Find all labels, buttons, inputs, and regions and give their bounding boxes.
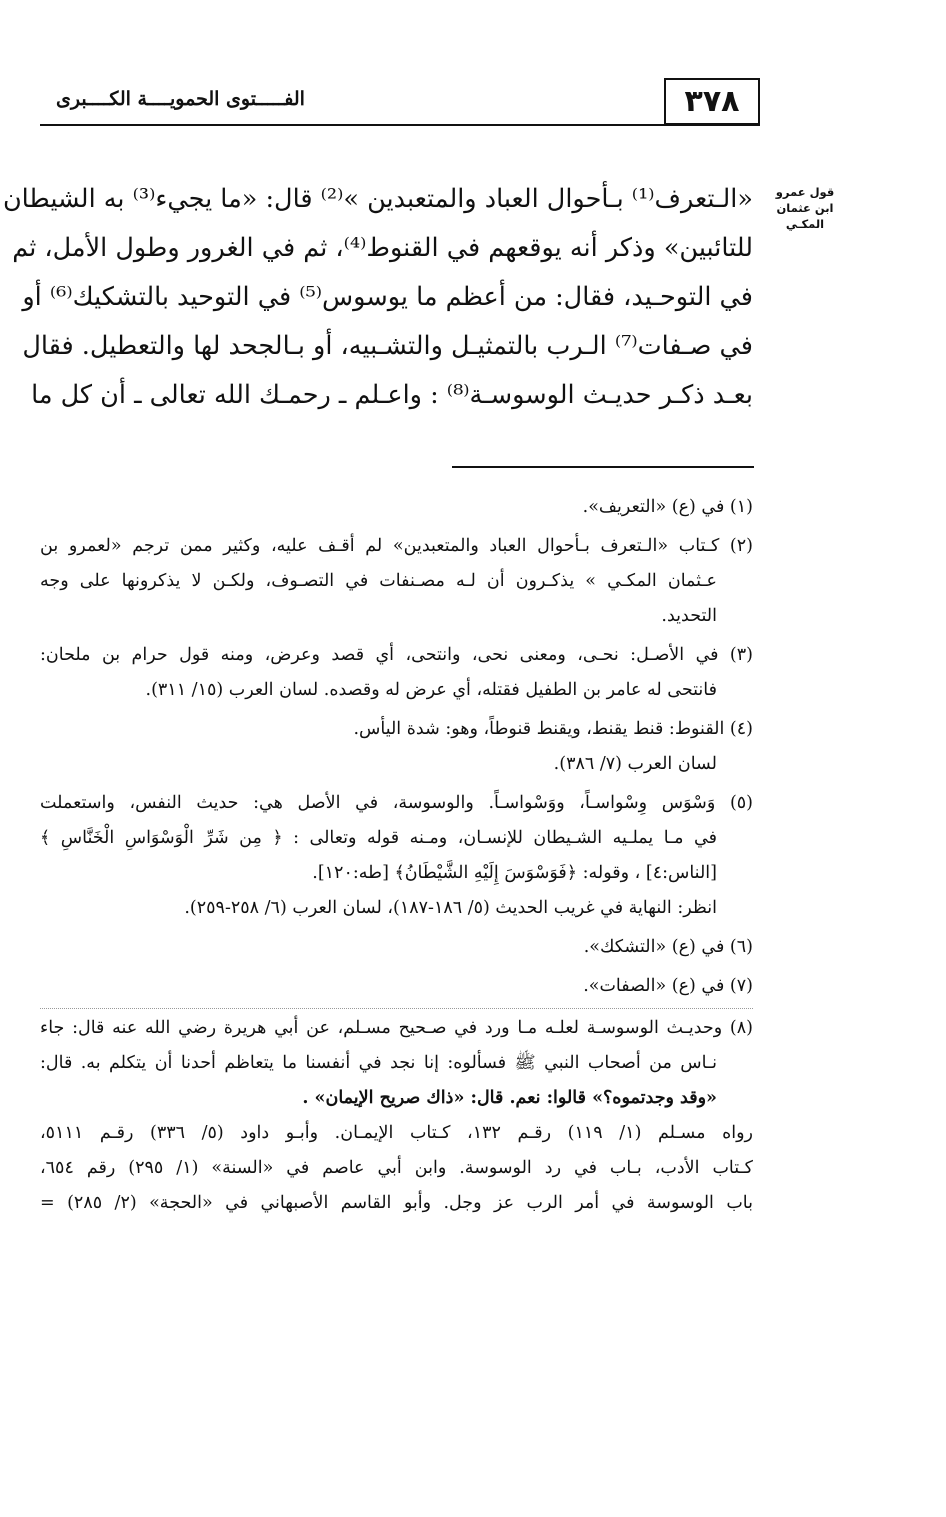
footnote-line: (٨) وحديـث الوسوسـة لعلـه مـا ورد في صـحيح مسـلم، عن أبي هريرة رضي الله عنه قال: جاء (40, 1008, 753, 1046)
footnote-4 (40, 712, 753, 782)
footnote-line: [الناس:٤] ، وقوله: ﴿فَوَسْوَسَ إِلَيْهِ الشَّيْطَانُ﴾ [طه:١٢٠]. (312, 863, 717, 883)
footnote-line: عـثمان المكـي » يذكـرون أن لـه مصـنفات في التصـوف، ولكـن لا يذكرونها على وجه (40, 571, 717, 591)
footnote-line: «وقد وجدتموه؟» قالوا: نعم. قال: «ذاك صريح الإيمان» . (302, 1088, 717, 1108)
footnote-line: (٢) كـتاب «الـتعرف بـأحوال العباد والمتعبدين» لم أقـف عليه، وكثير ممن ترجم «لعمرو بن (40, 536, 753, 556)
footnote-8 (40, 1008, 753, 1221)
footnote-3 (40, 638, 753, 708)
body-line: بعـد ذكـر حديـث الوسوسـة⁽⁸⁾ : واعـلم ـ رحمـك الله تعالى ـ أن كل ما (31, 380, 753, 410)
footnote-line: (١) في (ع) «التعريف». (582, 497, 753, 517)
footnote-line: التحديد. (661, 606, 717, 626)
footnote-line: (٦) في (ع) «التشكك». (583, 937, 753, 957)
page-number: ٣٧٨ (664, 78, 760, 126)
body-line: في صـفات⁽⁷⁾ الـرب بالتمثيـل والتشـبيه، أو بـالجحد لها والتعطيل. فقال (22, 331, 753, 361)
page-header (40, 78, 760, 130)
footnote-1 (40, 490, 753, 525)
margin-note-line: المكـي (785, 217, 825, 231)
footnote-line: انظر: النهاية في غريب الحديث (٥/ ١٨٦-١٨٧)، لسان العرب (٦/ ٢٥٨-٢٥٩). (184, 898, 717, 918)
footnote-line: (٤) القنوط: قنط يقنط، ويقنط قنوطاً، وهو: شدة اليأس. (353, 719, 753, 739)
footnote-line: رواه مسـلم (١/ ١١٩) رقـم ١٣٢، كـتاب الإيمـان. وأبـو داود (٥/ ٣٣٦) رقـم ٥١١١، (40, 1123, 753, 1143)
footnote-line: (٣) في الأصـل: نحـى، ومعنى نحى، وانتحى، أي قصد وعرض، ومنه قول حرام بن ملحان: (40, 645, 753, 665)
footnote-separator (452, 466, 754, 468)
footnote-2 (40, 529, 753, 634)
footnote-line: فانتحى له عامر بن الطفيل فقتله، أي عرض له وقصده. لسان العرب (١٥/ ٣١١). (145, 680, 717, 700)
running-title: الفـــــتوى الحمويــــة الكــــبرى (56, 88, 305, 110)
footnote-5 (40, 786, 753, 926)
footnote-line: كـتاب الأدب، بـاب في رد الوسوسة. وابن أبي عاصم في «السنة» (١/ ٢٩٥) رقم ٦٥٤، (40, 1158, 753, 1178)
body-line: للتائبين» وذكر أنه يوقعهم في القنوط⁽⁴⁾، ثم في الغرور وطول الأمل، ثم (12, 233, 753, 263)
footnote-line: في مـا يملـيه الشـيطان للإنسـان، ومـنه قوله وتعالى : ﴿ مِن شَرِّ الْوَسْوَاسِ الْخَنَّاسِ ﴾ (40, 828, 717, 848)
footnote-line: (٧) في (ع) «الصفات». (583, 976, 753, 996)
body-line: «الـتعرف⁽¹⁾ بـأحوال العباد والمتعبدين »⁽²⁾ قال: «ما يجيء⁽³⁾ به الشيطان (2, 184, 753, 214)
footnote-line: لسان العرب (٧/ ٣٨٦). (553, 754, 717, 774)
header-rule (40, 124, 664, 126)
footnote-line: باب الوسوسة في أمر الرب عز وجل. وأبو القاسم الأصبهاني في «الحجة» (٢/ ٢٨٥) = (40, 1193, 753, 1213)
margin-note-line: قول عمرو (775, 185, 835, 199)
main-text (2, 175, 753, 420)
body-line: في التوحـيد، فقال: من أعظم ما يوسوس⁽⁵⁾ في التوحيد بالتشكيك⁽⁶⁾ أو (22, 282, 753, 312)
footnote-6 (40, 930, 753, 965)
footnote-line: (٥) وَسْوَس وِسْواسـاً، ووَسْواسـاً. والوسوسة، في الأصل هي: حديث النفس، واستعملت (40, 793, 753, 813)
margin-note (764, 184, 846, 232)
margin-note-line: ابن عثمان (776, 201, 834, 215)
footnote-line: نـاس من أصحاب النبي ﷺ فسألوه: إنا نجد في أنفسنا ما يتعاظم أحدنا أن يتكلم به. قال: (40, 1053, 717, 1073)
footnotes (40, 490, 753, 1225)
footnote-7 (40, 969, 753, 1004)
